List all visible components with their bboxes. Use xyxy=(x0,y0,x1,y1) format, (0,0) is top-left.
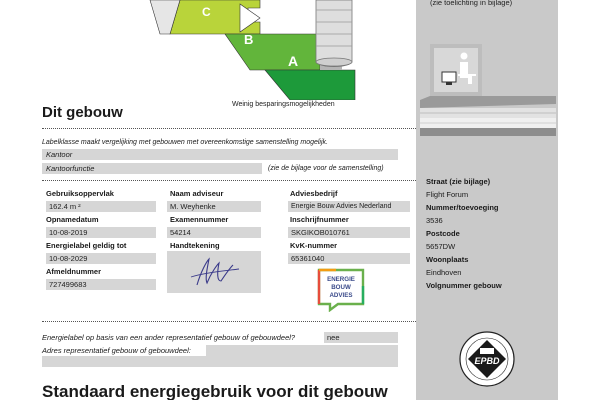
standaard-energiegebruik-title: Standaard energiegebruik voor dit gebouw xyxy=(42,382,388,400)
volgnummer-label: Volgnummer gebouw xyxy=(426,281,502,290)
adres-representatief-field-2 xyxy=(42,356,398,367)
handtekening-label: Handtekening xyxy=(170,241,220,250)
weinig-besparing-caption: Weinig besparingsmogelijkheden xyxy=(232,101,335,108)
nummer-value: 3536 xyxy=(426,216,443,225)
adviesbedrijf-label: Adviesbedrijf xyxy=(290,189,338,198)
geldig-tot-label: Energielabel geldig tot xyxy=(46,241,127,250)
examennummer-value: 54214 xyxy=(167,227,261,238)
gebruiksoppervlak-label: Gebruiksoppervlak xyxy=(46,189,114,198)
section-title: Dit gebouw xyxy=(42,104,123,121)
energy-label-graphic xyxy=(140,0,420,100)
postcode-value: 5657DW xyxy=(426,242,456,251)
divider xyxy=(42,321,416,322)
straat-value: Flight Forum xyxy=(426,190,469,199)
divider xyxy=(42,128,416,129)
kvk-value: 65361040 xyxy=(288,253,410,264)
toelichting-note: (zie toelichting in bijlage) xyxy=(430,0,513,7)
inschrijfnummer-value: SKGIKOB010761 xyxy=(288,227,410,238)
epbd-seal xyxy=(458,330,516,388)
signature-mark xyxy=(167,251,261,293)
adviesbedrijf-value: Energie Bouw Advies Nederland xyxy=(288,201,410,212)
woonplaats-value: Eindhoven xyxy=(426,268,462,277)
geldig-tot-value: 10-08-2029 xyxy=(46,253,156,264)
signature-box xyxy=(167,251,261,293)
office-building-icon xyxy=(420,42,556,136)
label-letter-b: B xyxy=(244,32,254,47)
gebruiksoppervlak-value: 162.4 m ² xyxy=(46,201,156,212)
kantoorfunctie-field: Kantoorfunctie xyxy=(42,163,262,174)
straat-label: Straat (zie bijlage) xyxy=(426,177,491,186)
postcode-label: Postcode xyxy=(426,229,460,238)
adres-representatief-field xyxy=(206,345,398,356)
representatief-answer: nee xyxy=(324,332,398,343)
logo-line-1: ENERGIE xyxy=(327,276,355,283)
opnamedatum-value: 10-08-2019 xyxy=(46,227,156,238)
opnamedatum-label: Opnamedatum xyxy=(46,215,99,224)
gebruiksfunctie-field: Kantoor xyxy=(42,149,398,160)
nummer-label: Nummer/toevoeging xyxy=(426,203,499,212)
adviseur-value: M. Weyhenke xyxy=(167,201,261,212)
divider xyxy=(42,180,416,181)
afmeldnummer-value: 727499683 xyxy=(46,279,156,290)
woonplaats-label: Woonplaats xyxy=(426,255,469,264)
examennummer-label: Examennummer xyxy=(170,215,229,224)
logo-line-3: ADVIES xyxy=(329,292,353,299)
energie-bouw-advies-logo xyxy=(316,266,366,312)
samenstelling-note: (zie de bijlage voor de samenstelling) xyxy=(268,165,384,172)
adres-representatief-question: Adres representatief gebouw of gebouwdeel: xyxy=(42,346,191,355)
label-letter-a: A xyxy=(288,53,299,69)
logo-line-2: BOUW xyxy=(331,284,351,291)
adviseur-label: Naam adviseur xyxy=(170,189,224,198)
inschrijfnummer-label: Inschrijfnummer xyxy=(290,215,349,224)
afmeldnummer-label: Afmeldnummer xyxy=(46,267,102,276)
vergelijking-text: Labelklasse maakt vergelijking met gebouwen met overeenkomstige samenstelling mogelijk. xyxy=(42,139,328,146)
epbd-text: EPBD xyxy=(474,356,500,366)
representatief-question: Energielabel op basis van een ander representatief gebouw of gebouwdeel? xyxy=(42,333,296,342)
kvk-label: KvK-nummer xyxy=(290,241,338,250)
label-letter-c: C xyxy=(202,5,211,19)
